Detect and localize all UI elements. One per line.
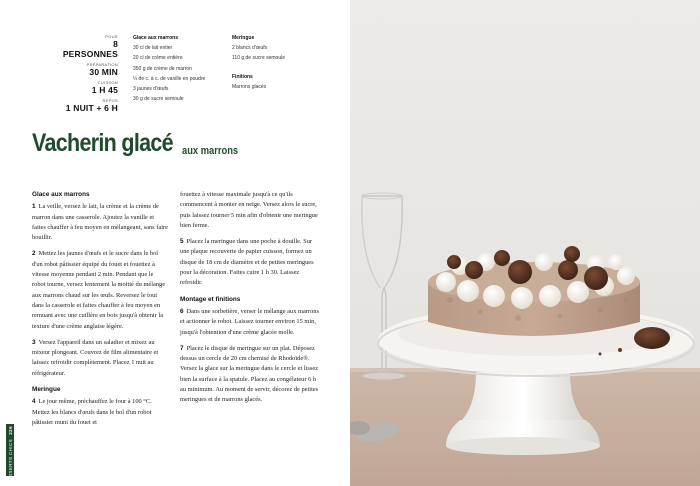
page-folio (6, 424, 14, 484)
ingredient-item: 30 cl de lait entier (133, 45, 173, 52)
ingredient-item: 350 g de crème de marron (133, 65, 192, 72)
info-rest-time: REPOS 1 NUIT + 6 H (65, 98, 118, 113)
section-heading: Glace aux marrons (32, 191, 90, 198)
ingredients-finitions: Finitions Marrons glacés (232, 72, 322, 92)
ingredients-glace: Glace aux marrons 30 cl de lait entier 20 cl de crème entière 350 g de crème de marron ¼ de c. à c. de vanille en poudre 3 jaunes d'œufs 30 g de sucre semoule (133, 33, 233, 104)
step-5: 5 Placez la meringue dans une poche à douille. Sur une plaque recouverte de papier cuisson, formez un disque de 18 cm de diamètre et de petites meringues pour la décoration. Faites cuire 1 h 30. Laissez refroidir. (180, 238, 314, 287)
section-heading: Montage et finitions (180, 295, 241, 303)
step-7: 7 Placez le disque de meringue sur un plat. Déposez dessus un cercle de 20 cm chemisé de Rhodoïde®. Versez la glace sur la meringue dans le cercle et lissez bien la surface à la spatule. Placez au congélateur 6 h au minimum. Au moment de servir, décorez de petites meringues et de marrons glacés. (180, 344, 319, 404)
ingredient-item: 3 jaunes d'œufs (133, 86, 169, 93)
step-4: 4 Le jour même, préchauffez le four à 100 °C. Mettez les blancs d'œufs dans le bol d'un robot pâtissier muni du fouet et (32, 398, 152, 426)
info-servings: POUR 8 PERSONNES (62, 34, 118, 59)
ingredient-item: 110 g de sucre semoule (232, 55, 285, 62)
step-6: 6 Dans une sorbetière, verser le mélange aux marrons et actionner le robot. Laissez tourner environ 15 min, jusqu'à l'obtention d'une crème glacée molle. (180, 307, 319, 336)
title-main: Vacherin glacé (32, 129, 173, 157)
steps-left-column (32, 190, 168, 434)
section-name: DESSERTS CHICS (7, 438, 13, 484)
ingredient-item: Marrons glacés (232, 83, 267, 90)
title-sub: aux marrons (182, 145, 239, 157)
vacherin-photo (350, 0, 700, 486)
section-heading: Meringue (32, 386, 61, 394)
recipe-title (32, 129, 239, 158)
steps-right-column (180, 190, 322, 412)
ingredients-meringue: Meringue 2 blancs d'œufs 110 g de sucre semoule Finitions Marrons glacés (232, 33, 322, 92)
ingredient-item: 20 cl de crème entière (133, 55, 183, 62)
info-cook-time: CUISSON 1 H 45 (91, 80, 118, 95)
ingredient-item: 30 g de sucre semoule (133, 96, 184, 103)
cake-illustration (350, 0, 700, 486)
step-4-continued: fouettez à vitesse maximale jusqu'à ce qu'ils commencent à monter en neige. Versez alors le sucre, puis laissez tourner 5 min afin d'obtenir une meringue bien ferme. (180, 191, 318, 229)
info-prep-time: PRÉPARATION 30 MIN (86, 62, 118, 77)
step-2: 2 Mettez les jaunes d'œufs et le sucre dans le bol d'un robot pâtissier équipé du fouet et fouettez à vitesse moyenne pendant 2 min. Pendant que le robot tourne, versez lentement la moitié du mélange aux marrons chaud sur les œufs. Reversez le tout dans la casserole et faites chauffer à feu moyen en remuant avec une cuillère en bois jusqu'à obtenir la texture d'une crème anglaise légère. (32, 250, 166, 330)
ingredient-item: 2 blancs d'œufs (232, 45, 268, 52)
recipe-info (60, 34, 118, 116)
step-3: 3 Versez l'appareil dans un saladier et mixez au mixeur plongeant. Couvrez de film alimentaire et laissez refroidir complètement. Placez 1 nuit au réfrigérateur. (32, 338, 159, 377)
ingredient-item: ¼ de c. à c. de vanille en poudre (133, 75, 206, 82)
page-number: 226 (7, 426, 13, 435)
step-1: 1 La veille, versez le lait, la crème et la crème de marron dans une casserole. Ajoutez la vanille et faites chauffer à feu moyen en mélangeant, sans faire bouillir. (32, 203, 168, 242)
